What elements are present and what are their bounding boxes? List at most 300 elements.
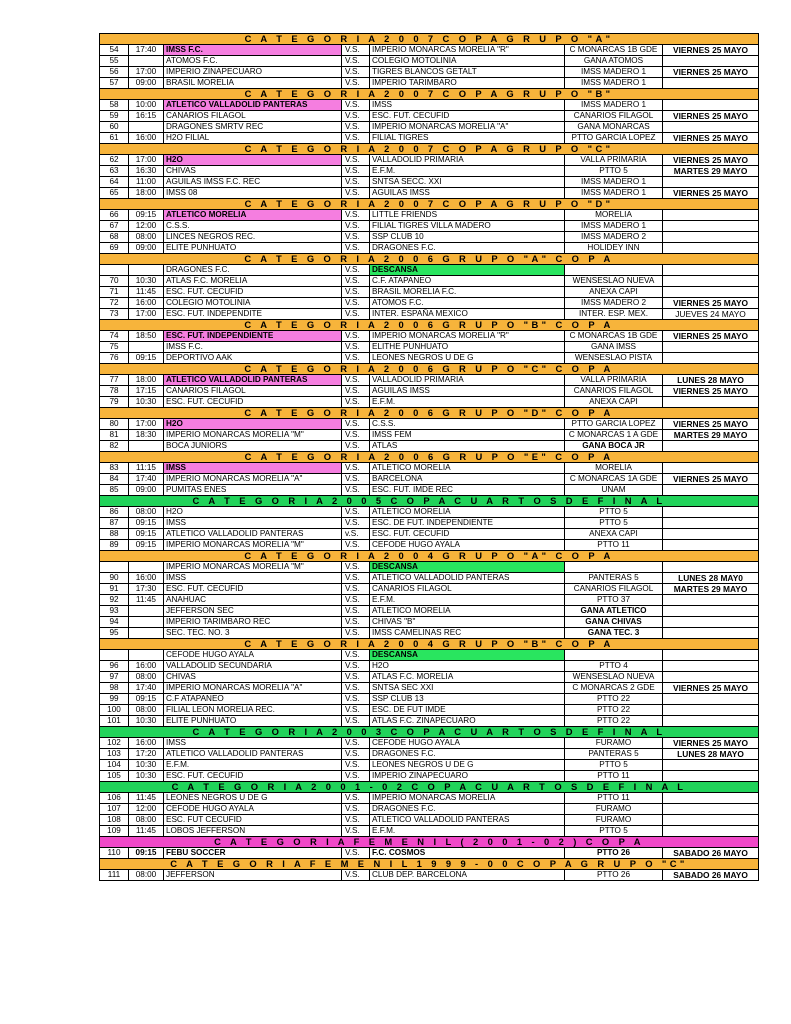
match-date — [663, 353, 759, 364]
match-time: 18:00 — [129, 375, 164, 386]
match-venue: C MONARCAS 2 GDE — [565, 683, 663, 694]
versus-label: V.S. — [342, 166, 370, 177]
away-team: H2O — [370, 661, 565, 672]
match-time: 17:30 — [129, 584, 164, 595]
match-row — [100, 771, 759, 782]
versus-label: V.S. — [342, 56, 370, 67]
away-team: IMPERIO TARIMBARO — [370, 78, 565, 89]
match-time: 18:00 — [129, 188, 164, 199]
away-team: VALLADOLID PRIMARIA — [370, 375, 565, 386]
versus-label: V.S. — [342, 661, 370, 672]
match-venue: PTTO 5 — [565, 166, 663, 177]
home-team: DEPORTIVO AAK — [164, 353, 342, 364]
versus-label: V.S. — [342, 540, 370, 551]
match-row — [100, 133, 759, 144]
match-row — [100, 573, 759, 584]
versus-label: V.S. — [342, 738, 370, 749]
versus-label: V.S. — [342, 419, 370, 430]
match-time: 17:00 — [129, 67, 164, 78]
away-team: ELITHE PUNHUATO — [370, 342, 565, 353]
match-venue: PTTO 22 — [565, 705, 663, 716]
home-team: PUMITAS ENES — [164, 485, 342, 496]
match-row — [100, 78, 759, 89]
match-number: 103 — [100, 749, 129, 760]
category-header — [100, 452, 759, 463]
match-row — [100, 188, 759, 199]
match-date: JUEVES 24 MAYO — [663, 309, 759, 320]
versus-label: V.S. — [342, 694, 370, 705]
away-team: F.C. COSMOS — [370, 848, 565, 859]
match-time: 10:30 — [129, 760, 164, 771]
match-number: 58 — [100, 100, 129, 111]
match-date: VIERNES 25 MAYO — [663, 45, 759, 56]
match-number: 74 — [100, 331, 129, 342]
match-date — [663, 606, 759, 617]
match-venue: CANARIOS FILAGOL — [565, 584, 663, 595]
away-team: SSP CLUB 10 — [370, 232, 565, 243]
category-title: C A T E G O R I A 2 0 0 5 C O P A C U A R T O S D E F I N A L — [100, 496, 759, 507]
schedule-body — [100, 34, 759, 881]
away-team: COLEGIO MOTOLINIA — [370, 56, 565, 67]
match-time: 11:45 — [129, 595, 164, 606]
match-venue: GANA BOCA JR — [565, 441, 663, 452]
home-team: IMPERIO MONARCAS MORELIA "M" — [164, 540, 342, 551]
away-team: E.F.M. — [370, 166, 565, 177]
match-time — [129, 606, 164, 617]
match-row — [100, 177, 759, 188]
match-row — [100, 606, 759, 617]
match-row — [100, 232, 759, 243]
match-date: VIERNES 25 MAYO — [663, 738, 759, 749]
home-team: CHIVAS — [164, 166, 342, 177]
home-team: IMPERIO MONARCAS MORELIA "M" — [164, 562, 342, 573]
match-number — [100, 265, 129, 276]
away-team: CANARIOS FILAGOL — [370, 584, 565, 595]
match-row — [100, 650, 759, 661]
versus-label: V.S. — [342, 628, 370, 639]
match-date — [663, 232, 759, 243]
category-header — [100, 408, 759, 419]
versus-label: V.S. — [342, 716, 370, 727]
match-time: 16:00 — [129, 738, 164, 749]
category-title: C A T E G O R I A 2 0 0 7 C O P A G R U P O "B" — [100, 89, 759, 100]
versus-label: V.S. — [342, 793, 370, 804]
home-team: IMSS — [164, 518, 342, 529]
match-time: 09:15 — [129, 540, 164, 551]
match-date — [663, 595, 759, 606]
match-venue: PTTO 4 — [565, 661, 663, 672]
versus-label: V.S. — [342, 573, 370, 584]
match-row — [100, 397, 759, 408]
match-time: 18:30 — [129, 430, 164, 441]
home-team: VALLADOLID SECUNDARIA — [164, 661, 342, 672]
match-time: 17:40 — [129, 474, 164, 485]
category-header — [100, 727, 759, 738]
match-venue: PTTO 11 — [565, 793, 663, 804]
match-row — [100, 815, 759, 826]
match-venue: PTTO 22 — [565, 716, 663, 727]
match-row — [100, 716, 759, 727]
match-venue: GANA ATOMOS — [565, 56, 663, 67]
versus-label: V.S. — [342, 683, 370, 694]
match-venue: CANARIOS FILAGOL — [565, 386, 663, 397]
home-team: ATLETICO VALLADOLID PANTERAS — [164, 529, 342, 540]
match-time: 10:30 — [129, 771, 164, 782]
match-venue: MORELIA — [565, 210, 663, 221]
match-time: 12:00 — [129, 221, 164, 232]
match-number — [100, 650, 129, 661]
match-venue: C MONARCAS 1A GDE — [565, 474, 663, 485]
match-time: 17:00 — [129, 419, 164, 430]
home-team: ESC. FUT. INDEPENDIENTE — [164, 331, 342, 342]
versus-label: V.S. — [342, 749, 370, 760]
match-date — [663, 177, 759, 188]
match-date — [663, 661, 759, 672]
match-time — [129, 628, 164, 639]
match-date: SABADO 26 MAYO — [663, 870, 759, 881]
versus-label: V.S. — [342, 771, 370, 782]
match-row — [100, 485, 759, 496]
match-time: 08:00 — [129, 672, 164, 683]
match-row — [100, 100, 759, 111]
away-team: LEONES NEGROS U DE G — [370, 760, 565, 771]
match-venue: VALLA PRIMARIA — [565, 155, 663, 166]
home-team: ATLETICO VALLADOLID PANTERAS — [164, 100, 342, 111]
match-number: 82 — [100, 441, 129, 452]
versus-label: V.S. — [342, 309, 370, 320]
away-team: BRASIL MORELIA F.C. — [370, 287, 565, 298]
match-venue: IMSS MADERO 2 — [565, 232, 663, 243]
match-row — [100, 298, 759, 309]
match-row — [100, 595, 759, 606]
home-team: LOBOS JEFFERSON — [164, 826, 342, 837]
match-row — [100, 584, 759, 595]
match-number: 89 — [100, 540, 129, 551]
match-venue: IMSS MADERO 1 — [565, 78, 663, 89]
category-title: C A T E G O R I A 2 0 0 6 G R U P O "A" C O P A — [100, 254, 759, 265]
match-number: 73 — [100, 309, 129, 320]
match-date — [663, 276, 759, 287]
versus-label: V.S. — [342, 298, 370, 309]
match-time: 17:15 — [129, 386, 164, 397]
home-team: IMPERIO MONARCAS MORELIA "A" — [164, 683, 342, 694]
versus-label: V.S. — [342, 815, 370, 826]
match-time: 11:45 — [129, 793, 164, 804]
match-date — [663, 210, 759, 221]
match-venue: HOLIDEY INN — [565, 243, 663, 254]
match-date — [663, 628, 759, 639]
match-date — [663, 540, 759, 551]
match-venue: PTTO 5 — [565, 518, 663, 529]
away-team: FILIAL TIGRES — [370, 133, 565, 144]
match-time: 16:15 — [129, 111, 164, 122]
versus-label: V.S. — [342, 67, 370, 78]
versus-label: V.S. — [342, 606, 370, 617]
category-title: C A T E G O R I A 2 0 0 7 C O P A G R U P O "D" — [100, 199, 759, 210]
match-time: 16:00 — [129, 661, 164, 672]
match-row — [100, 804, 759, 815]
match-row — [100, 386, 759, 397]
match-date: MARTES 29 MAYO — [663, 430, 759, 441]
home-team: ELITE PUNHUATO — [164, 243, 342, 254]
match-venue: IMSS MADERO 1 — [565, 67, 663, 78]
match-number: 81 — [100, 430, 129, 441]
match-venue: C MONARCAS 1B GDE — [565, 45, 663, 56]
match-number: 107 — [100, 804, 129, 815]
home-team: IMPERIO MONARCAS MORELIA "M" — [164, 430, 342, 441]
home-team: COLEGIO MOTOLINIA — [164, 298, 342, 309]
match-number: 87 — [100, 518, 129, 529]
home-team: C.S.S. — [164, 221, 342, 232]
match-time — [129, 617, 164, 628]
match-row — [100, 562, 759, 573]
match-venue: FURAMO — [565, 738, 663, 749]
away-team: ATLETICO VALLADOLID PANTERAS — [370, 815, 565, 826]
versus-label: V.S. — [342, 276, 370, 287]
match-date — [663, 716, 759, 727]
match-venue: ANEXA CAPI — [565, 287, 663, 298]
match-time — [129, 56, 164, 67]
match-time — [129, 342, 164, 353]
match-date: VIERNES 25 MAYO — [663, 298, 759, 309]
match-row — [100, 826, 759, 837]
home-team: FEBU SOCCER — [164, 848, 342, 859]
match-date: VIERNES 25 MAYO — [663, 386, 759, 397]
versus-label: V.S. — [342, 78, 370, 89]
versus-label: V.S. — [342, 265, 370, 276]
match-number: 104 — [100, 760, 129, 771]
match-venue: IMSS MADERO 2 — [565, 298, 663, 309]
home-team: H2O — [164, 507, 342, 518]
match-row — [100, 441, 759, 452]
match-venue: C MONARCAS 1 A GDE — [565, 430, 663, 441]
away-team: VALLADOLID PRIMARIA — [370, 155, 565, 166]
versus-label: V.S. — [342, 617, 370, 628]
match-date: VIERNES 25 MAYO — [663, 331, 759, 342]
match-row — [100, 122, 759, 133]
versus-label: V.S. — [342, 111, 370, 122]
away-team: IMPERIO MONARCAS MORELIA "A" — [370, 122, 565, 133]
match-row — [100, 683, 759, 694]
away-team: FILIAL TIGRES VILLA MADERO — [370, 221, 565, 232]
match-date — [663, 793, 759, 804]
category-title: C A T E G O R I A 2 0 0 6 G R U P O "E" C O P A — [100, 452, 759, 463]
match-number: 80 — [100, 419, 129, 430]
versus-label: V.S. — [342, 562, 370, 573]
match-venue: C MONARCAS 1B GDE — [565, 331, 663, 342]
match-number: 68 — [100, 232, 129, 243]
match-row — [100, 661, 759, 672]
match-venue: WENSESLAO NUEVA — [565, 672, 663, 683]
match-venue: PTTO 22 — [565, 694, 663, 705]
home-team: LEONES NEGROS U DE G — [164, 793, 342, 804]
category-title: C A T E G O R I A 2 0 0 7 C O P A G R U P O "A" — [100, 34, 759, 45]
match-number: 64 — [100, 177, 129, 188]
match-number: 65 — [100, 188, 129, 199]
match-number: 63 — [100, 166, 129, 177]
versus-label: V.S. — [342, 485, 370, 496]
home-team: FILIAL LEON MORELIA REC. — [164, 705, 342, 716]
category-title: C A T E G O R I A 2 0 0 7 C O P A G R U P O "C" — [100, 144, 759, 155]
away-team: DRAGONES F.C. — [370, 804, 565, 815]
match-date: VIERNES 25 MAYO — [663, 67, 759, 78]
away-team: ATLETICO MORELIA — [370, 507, 565, 518]
match-number: 102 — [100, 738, 129, 749]
schedule-sheet — [99, 33, 749, 881]
match-number: 76 — [100, 353, 129, 364]
match-row — [100, 738, 759, 749]
match-row — [100, 672, 759, 683]
match-time: 17:00 — [129, 309, 164, 320]
versus-label: V.S. — [342, 122, 370, 133]
match-time: 08:00 — [129, 870, 164, 881]
match-time: 11:45 — [129, 287, 164, 298]
match-row — [100, 45, 759, 56]
match-time: 11:45 — [129, 826, 164, 837]
versus-label: V.S. — [342, 177, 370, 188]
match-time: 09:00 — [129, 485, 164, 496]
home-team: CANARIOS FILAGOL — [164, 111, 342, 122]
match-date — [663, 705, 759, 716]
match-row — [100, 705, 759, 716]
match-venue: ANEXA CAPI — [565, 397, 663, 408]
versus-label: V.S. — [342, 826, 370, 837]
match-venue: GANA ATLETICO — [565, 606, 663, 617]
home-team: IMPERIO MONARCAS MORELIA "A" — [164, 474, 342, 485]
match-number: 106 — [100, 793, 129, 804]
match-number: 55 — [100, 56, 129, 67]
match-date — [663, 650, 759, 661]
match-date — [663, 100, 759, 111]
away-team: SNTSA SEC XXI — [370, 683, 565, 694]
match-row — [100, 221, 759, 232]
match-date: LUNES 28 MAYO — [663, 375, 759, 386]
match-number: 99 — [100, 694, 129, 705]
home-team: ATLAS F.C. MORELIA — [164, 276, 342, 287]
match-time: 08:00 — [129, 705, 164, 716]
match-row — [100, 265, 759, 276]
match-number: 95 — [100, 628, 129, 639]
category-header — [100, 199, 759, 210]
away-team: ATLETICO MORELIA — [370, 463, 565, 474]
category-header — [100, 34, 759, 45]
category-title: C A T E G O R I A F E M E N I L 1 9 9 9 - 0 0 C O P A G R U P O "C" — [100, 859, 759, 870]
match-time: 09:15 — [129, 529, 164, 540]
category-header — [100, 364, 759, 375]
match-date — [663, 56, 759, 67]
match-number: 86 — [100, 507, 129, 518]
match-number: 98 — [100, 683, 129, 694]
match-time: 17:20 — [129, 749, 164, 760]
match-venue: CANARIOS FILAGOL — [565, 111, 663, 122]
home-team: CEFODE HUGO AYALA — [164, 650, 342, 661]
match-venue: FURAMO — [565, 804, 663, 815]
match-date — [663, 529, 759, 540]
match-time: 10:30 — [129, 397, 164, 408]
match-venue: VALLA PRIMARIA — [565, 375, 663, 386]
versus-label: V.S. — [342, 430, 370, 441]
match-number: 94 — [100, 617, 129, 628]
match-time: 17:40 — [129, 683, 164, 694]
match-date: MARTES 29 MAYO — [663, 166, 759, 177]
home-team: H2O — [164, 419, 342, 430]
match-date — [663, 760, 759, 771]
match-row — [100, 463, 759, 474]
away-team: C.F. ATAPANEO — [370, 276, 565, 287]
match-number: 69 — [100, 243, 129, 254]
match-row — [100, 287, 759, 298]
match-time — [129, 265, 164, 276]
category-header — [100, 782, 759, 793]
match-row — [100, 210, 759, 221]
match-date — [663, 562, 759, 573]
match-venue: INTER. ESP. MEX. — [565, 309, 663, 320]
match-number: 67 — [100, 221, 129, 232]
match-venue — [565, 265, 663, 276]
versus-label: V.S. — [342, 287, 370, 298]
match-date: VIERNES 25 MAYO — [663, 188, 759, 199]
match-venue: WENSESLAO NUEVA — [565, 276, 663, 287]
category-title: C A T E G O R I A 2 0 0 4 G R U P O "A" C O P A — [100, 551, 759, 562]
home-team: BRASIL MORELIA — [164, 78, 342, 89]
match-venue: PTTO 26 — [565, 848, 663, 859]
match-time: 11:15 — [129, 463, 164, 474]
match-date: MARTES 29 MAYO — [663, 584, 759, 595]
match-row — [100, 243, 759, 254]
away-team: ATLETICO VALLADOLID PANTERAS — [370, 573, 565, 584]
match-row — [100, 760, 759, 771]
match-date — [663, 265, 759, 276]
match-time: 09:15 — [129, 210, 164, 221]
match-venue: MORELIA — [565, 463, 663, 474]
match-time — [129, 650, 164, 661]
home-team: IMPERIO ZINAPECUARO — [164, 67, 342, 78]
match-row — [100, 617, 759, 628]
match-number: 101 — [100, 716, 129, 727]
versus-label: V.S. — [342, 100, 370, 111]
match-date — [663, 441, 759, 452]
match-number: 100 — [100, 705, 129, 716]
match-date — [663, 804, 759, 815]
match-date — [663, 617, 759, 628]
away-team: ESC. FUT. CECUFID — [370, 529, 565, 540]
versus-label: V.S. — [342, 584, 370, 595]
match-row — [100, 111, 759, 122]
away-team: E.F.M. — [370, 397, 565, 408]
match-time: 16:00 — [129, 298, 164, 309]
versus-label: V.S. — [342, 518, 370, 529]
away-team: DRAGONES F.C. — [370, 749, 565, 760]
away-team: IMSS CAMELINAS REC — [370, 628, 565, 639]
match-row — [100, 419, 759, 430]
match-number: 79 — [100, 397, 129, 408]
match-time: 09:15 — [129, 848, 164, 859]
versus-label: V.S. — [342, 848, 370, 859]
match-time: 09:15 — [129, 353, 164, 364]
away-team: INTER. ESPAÑA MEXICO — [370, 309, 565, 320]
match-venue: PANTERAS 5 — [565, 749, 663, 760]
match-number: 66 — [100, 210, 129, 221]
match-number: 97 — [100, 672, 129, 683]
match-date — [663, 826, 759, 837]
match-row — [100, 430, 759, 441]
match-number: 108 — [100, 815, 129, 826]
match-venue: PANTERAS 5 — [565, 573, 663, 584]
versus-label: V.S. — [342, 210, 370, 221]
match-date: VIERNES 25 MAYO — [663, 683, 759, 694]
versus-label: V.S. — [342, 221, 370, 232]
match-venue: PTTO 5 — [565, 507, 663, 518]
